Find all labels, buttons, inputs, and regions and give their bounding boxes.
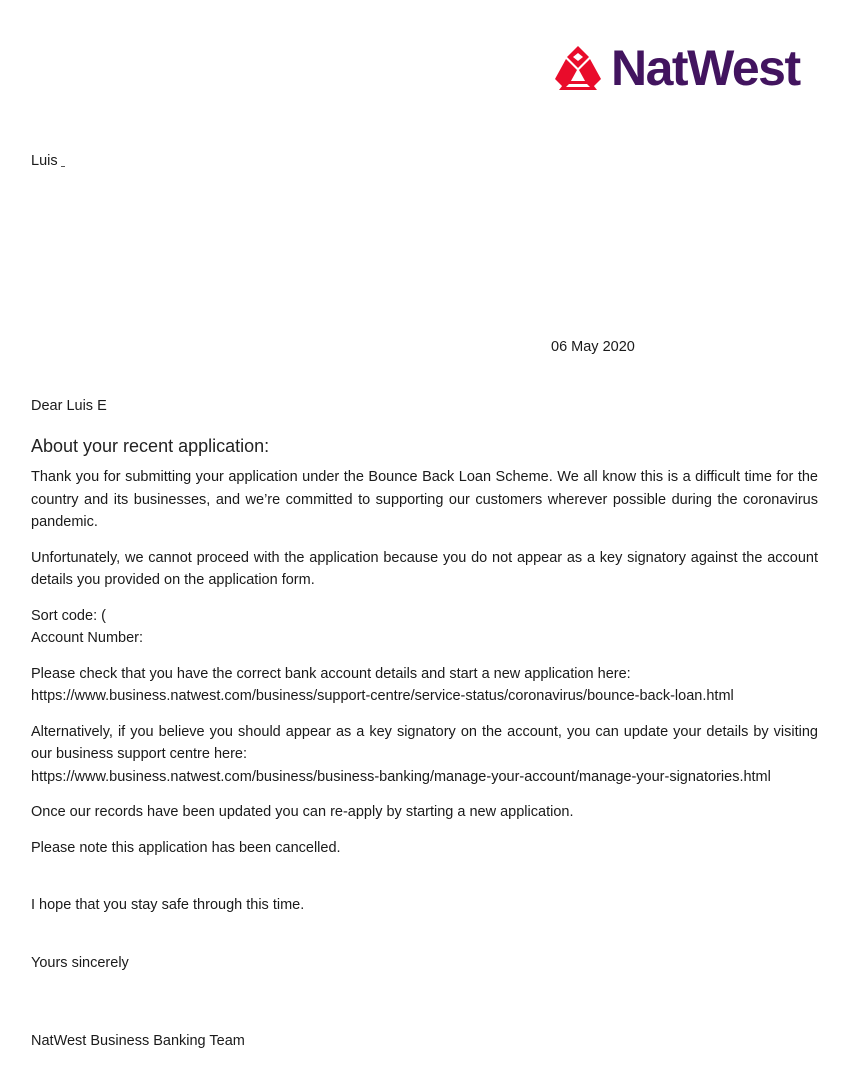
paragraph-alternatively: Alternatively, if you believe you should appear as a key signatory on the account, you can update your details by visiting our business support centre here: xyxy=(31,723,818,762)
redaction-mark xyxy=(61,166,65,167)
manage-signatories-link[interactable]: https://www.business.natwest.com/business/business-banking/manage-your-account/manage-your-signatories.html xyxy=(31,768,771,785)
letter-heading: About your recent application: xyxy=(31,436,270,456)
bounce-back-loan-link[interactable]: https://www.business.natwest.com/business/support-centre/service-status/coronavirus/bounce-back-loan.html xyxy=(31,688,734,704)
natwest-logo xyxy=(553,42,800,94)
letter-body xyxy=(31,466,818,1053)
logo-wordmark: NatWest xyxy=(611,40,800,96)
paragraph-reapply: Once our records have been updated you can re-apply by starting a new application. xyxy=(31,804,574,820)
paragraph-check-details: Please check that you have the correct bank account details and start a new application here: xyxy=(31,665,631,682)
recipient-name: Luis xyxy=(31,153,58,169)
closing: Yours sincerely xyxy=(31,954,129,971)
sort-code: Sort code: ( xyxy=(31,607,106,624)
salutation: Dear Luis E xyxy=(31,398,107,414)
paragraph-reason: Unfortunately, we cannot proceed with the application because you do not appear as a key signatory against the account details you provided on the application form. xyxy=(31,549,818,588)
signature: NatWest Business Banking Team xyxy=(31,1033,245,1049)
letter-date: 06 May 2020 xyxy=(551,339,635,355)
paragraph-intro: Thank you for submitting your application under the Bounce Back Loan Scheme. We all know this is a difficult time for the country and its businesses, and we’re committed to supporting our customers wherever possible during the coronavirus pandemic. xyxy=(31,469,818,530)
paragraph-cancelled: Please note this application has been cancelled. xyxy=(31,839,341,856)
account-number: Account Number: xyxy=(31,630,144,646)
natwest-cubes-icon xyxy=(553,44,603,92)
paragraph-stay-safe: I hope that you stay safe through this time. xyxy=(31,897,305,913)
